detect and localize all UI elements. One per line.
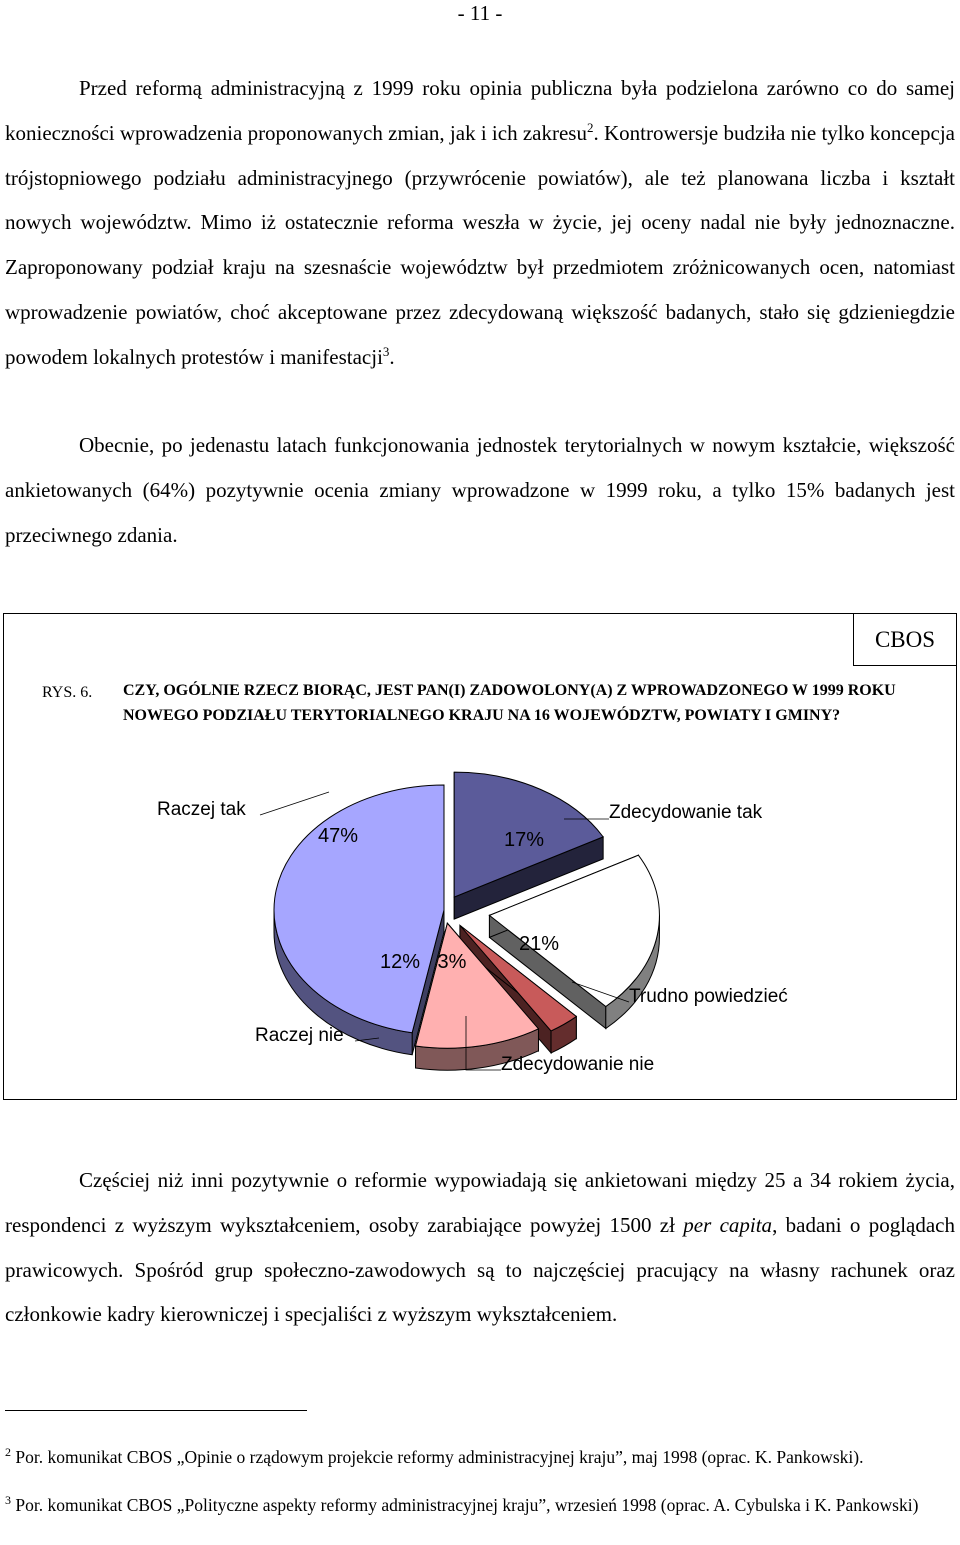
paragraph-3 [5, 1158, 955, 1337]
slice-value-zdecydowanie-tak: 17% [503, 829, 545, 851]
pie-chart [4, 614, 958, 1101]
slice-value-raczej-tak: 47% [317, 825, 359, 847]
leader-line-raczej-tak [260, 792, 329, 815]
slice-value-raczej-nie: 12% [379, 951, 421, 973]
footnote-ref-3[interactable]: 3 [382, 343, 390, 359]
figure-label: RYS. 6. [42, 684, 93, 701]
slice-value-zdecydowanie-nie: 3% [437, 951, 467, 973]
slice-label-zdecydowanie-tak: Zdecydowanie tak [609, 802, 763, 823]
footnote-2-number: 2 [5, 1445, 11, 1460]
footnote-3-number: 3 [5, 1493, 11, 1508]
figure-box [3, 613, 957, 1100]
footnote-ref-2[interactable]: 2 [586, 119, 594, 135]
paragraph-3-text-b: , badani o poglądach prawicowych. Spośród grup społeczno-zawodowych są to najczęściej pracujący na własny rachunek oraz członkowie kadry kierowniczej i specjaliści z wyższym wykształceniem. [5, 1212, 956, 1327]
slice-label-raczej-nie: Raczej nie [255, 1025, 344, 1046]
footnote-2 [5, 1446, 955, 1468]
footnote-3 [5, 1494, 955, 1516]
slice-value-trudno-powiedziec: 21% [518, 933, 560, 955]
paragraph-1-text-a: Przed reformą administracyjną z 1999 roku opinia publiczna była podzielona zarówno co do samej konieczności wprowadzenia proponowanych zmian, jak i ich zakresu [5, 76, 955, 145]
paragraph-1 [5, 66, 955, 380]
paragraph-1-text-b: . Kontrowersje budziła nie tylko koncepcja trójstopniowego podziału administracyjnego (przywrócenie powiatów), ale też planowana liczba i kształt nowych województw. Mimo iż ostatecznie reforma weszła w życie, jej oceny nadal nie były jednoznaczne. Zaproponowany podział kraju na szesnaście województw był przedmiotem zróżnicowanych ocen, natomiast wprowadzenie powiatów, choć akceptowane przez zdecydowaną większość badanych, stało się gdzieniegdzie powodem lokalnych protestów i manifestacji [5, 120, 956, 369]
slice-label-zdecydowanie-nie: Zdecydowanie nie [501, 1054, 655, 1075]
footnote-separator [5, 1410, 307, 1411]
page-number: - 11 - [457, 1, 503, 25]
footnote-2-text: Por. komunikat CBOS „Opinie o rządowym projekcie reformy administracyjnej kraju”, maj 1998 (oprac. K. Pankowski). [11, 1447, 864, 1467]
figure-title: CZY, OGÓLNIE RZECZ BIORĄC, JEST PAN(I) ZADOWOLONY(A) Z WPROWADZONEGO W 1999 ROKU NOWEGO PODZIAŁU TERYTORIALNEGO KRAJU NA 16 WOJEWÓDZTW, POWIATY I GMINY? [123, 682, 896, 724]
paragraph-3-italic: per capita [683, 1212, 773, 1237]
paragraph-3-text-a: Częściej niż inni pozytywnie o reformie wypowiadają się ankietowani między 25 a 34 rokiem życia, respondenci z wyższym wykształceniem, osoby zarabiające powyżej 1500 zł [5, 1168, 955, 1237]
footnote-3-text: Por. komunikat CBOS „Polityczne aspekty reformy administracyjnej kraju”, wrzesień 1998 (oprac. A. Cybulska i K. Pankowski) [11, 1495, 919, 1515]
slice-label-trudno-powiedziec: Trudno powiedzieć [629, 986, 788, 1007]
paragraph-2: Obecnie, po jedenastu latach funkcjonowania jednostek terytorialnych w nowym kształcie, większość ankietowanych (64%) pozytywnie ocenia zmiany wprowadzone w 1999 roku, a tylko 15% badanych jest przeciwnego zdania. [5, 433, 955, 547]
slice-label-raczej-tak: Raczej tak [157, 799, 246, 820]
paragraph-1-text-c: . [389, 344, 395, 369]
source-label: CBOS [853, 613, 957, 666]
